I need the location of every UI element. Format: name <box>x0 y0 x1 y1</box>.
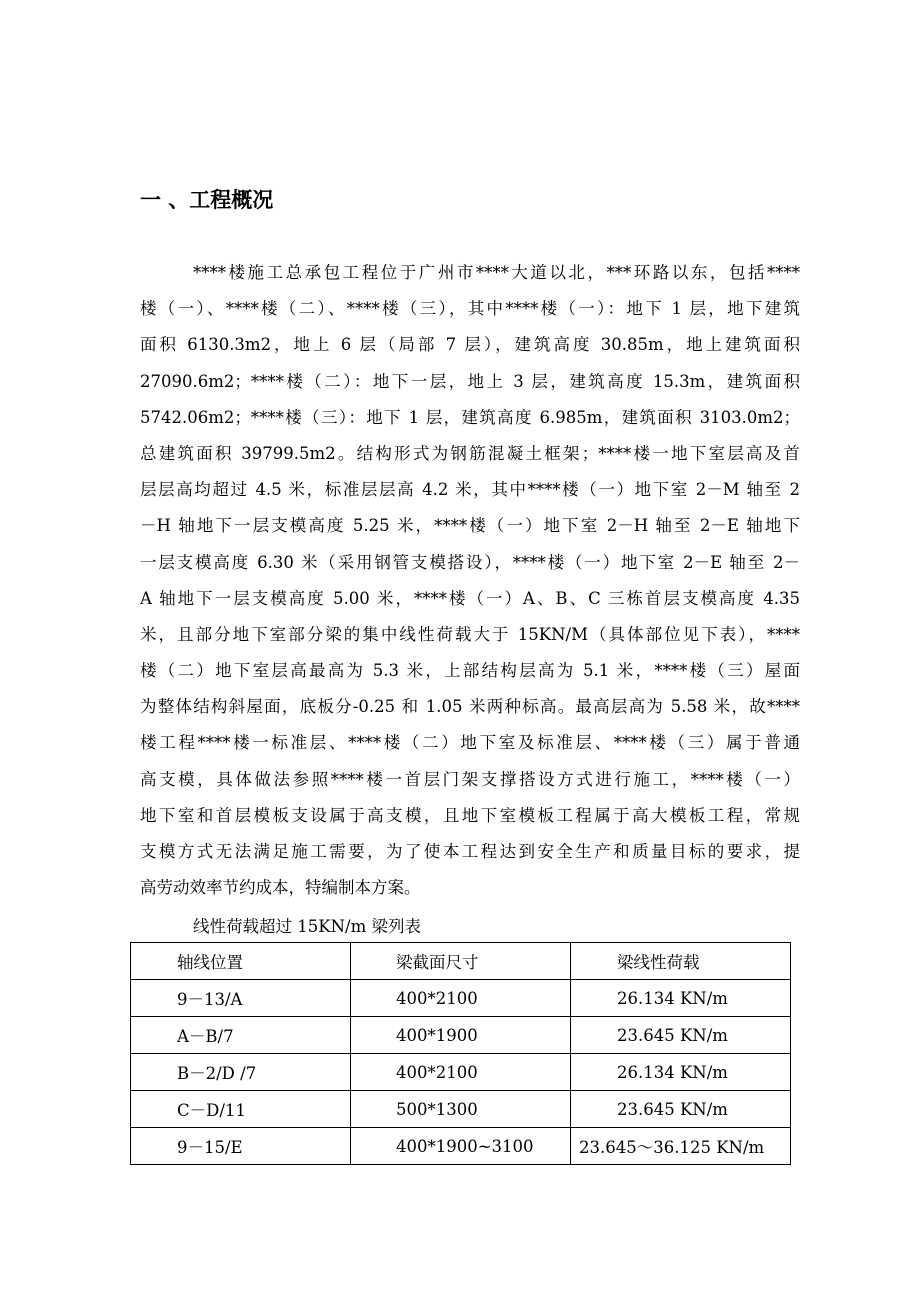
cell-beam-section: 500*1300 <box>351 1091 571 1128</box>
paragraph-line: 面积 6130.3m2，地上 6 层（局部 7 层），建筑高度 30.85m，地上建筑面积 <box>140 335 800 355</box>
table-row <box>131 1054 791 1091</box>
paragraph-line: 楼工程****楼一标准层、****楼（二）地下室及标准层、****楼（三）属于普通 <box>140 733 800 753</box>
paragraph-line: －H 轴地下一层支模高度 5.25 米，****楼（一）地下室 2－H 轴至 2－E 轴地下 <box>140 516 800 536</box>
header-axis-position: 轴线位置 <box>131 943 351 980</box>
overview-paragraph <box>140 255 800 906</box>
paragraph-line: 高劳动效率节约成本，特编制本方案。 <box>140 878 421 898</box>
beam-load-table <box>130 942 791 1165</box>
header-linear-load: 梁线性荷载 <box>571 943 791 980</box>
cell-axis-position: C－D/11 <box>131 1091 351 1128</box>
paragraph-line: 高支模，具体做法参照****楼一首层门架支撑搭设方式进行施工，****楼（一） <box>140 769 800 789</box>
cell-axis-position: A－B/7 <box>131 1017 351 1054</box>
cell-beam-section: 400*2100 <box>351 980 571 1017</box>
cell-beam-section: 400*1900 <box>351 1017 571 1054</box>
table-caption: 线性荷载超过 15KN/m 梁列表 <box>193 917 421 936</box>
paragraph-line: 层层高均超过 4.5 米，标准层层高 4.2 米，其中****楼（一）地下室 2－M 轴至 2 <box>140 480 800 500</box>
cell-linear-load: 23.645～36.125 KN/m <box>571 1128 791 1165</box>
paragraph-line: 5742.06m2；****楼（三）：地下 1 层，建筑高度 6.985m，建筑面积 3103.0m2； <box>140 407 800 427</box>
paragraph-line: 27090.6m2；****楼（二）：地下一层，地上 3 层，建筑高度 15.3m，建筑面积 <box>140 371 800 391</box>
paragraph-line: 一层支模高度 6.30 米（采用钢管支模搭设），****楼（一）地下室 2－E 轴至 2－ <box>140 552 800 572</box>
table-header-row <box>131 943 791 980</box>
table-row <box>131 1091 791 1128</box>
paragraph-line: 楼（一）、****楼（二）、****楼（三），其中****楼（一）：地下 1 层，地下建筑 <box>140 299 800 319</box>
cell-beam-section: 400*2100 <box>351 1054 571 1091</box>
cell-axis-position: 9－13/A <box>131 980 351 1017</box>
paragraph-line: A 轴地下一层支模高度 5.00 米，****楼（一）A、B、C 三栋首层支模高度 4.35 <box>140 588 800 608</box>
paragraph-line: 楼（二）地下室层高最高为 5.3 米，上部结构层高为 5.1 米，****楼（三）屋面 <box>140 661 800 681</box>
cell-linear-load: 23.645 KN/m <box>571 1091 791 1128</box>
header-beam-section: 梁截面尺寸 <box>351 943 571 980</box>
table-row <box>131 1017 791 1054</box>
paragraph-line: ****楼施工总承包工程位于广州市****大道以北，***环路以东，包括**** <box>193 263 800 282</box>
paragraph-line: 总建筑面积 39799.5m2。结构形式为钢筋混凝土框架；****楼一地下室层高及首 <box>140 443 800 463</box>
table-row <box>131 980 791 1017</box>
cell-linear-load: 26.134 KN/m <box>571 1054 791 1091</box>
paragraph-line: 支模方式无法满足施工需要，为了使本工程达到安全生产和质量目标的要求，提 <box>140 842 800 861</box>
cell-axis-position: B－2/D /7 <box>131 1054 351 1091</box>
paragraph-line: 为整体结构斜屋面，底板分-0.25 和 1.05 米两种标高。最高层高为 5.58 米，故**** <box>140 697 800 717</box>
cell-axis-position: 9－15/E <box>131 1128 351 1165</box>
cell-beam-section: 400*1900~3100 <box>351 1128 571 1165</box>
cell-linear-load: 26.134 KN/m <box>571 980 791 1017</box>
paragraph-line: 地下室和首层模板支设属于高支模，且地下室模板工程属于高大模板工程，常规 <box>140 805 800 825</box>
cell-linear-load: 23.645 KN/m <box>571 1017 791 1054</box>
table-row <box>131 1128 791 1165</box>
section-title: 一 、工程概况 <box>140 188 274 212</box>
paragraph-line: 米，且部分地下室部分梁的集中线性荷载大于 15KN/M（具体部位见下表），**** <box>140 624 800 644</box>
